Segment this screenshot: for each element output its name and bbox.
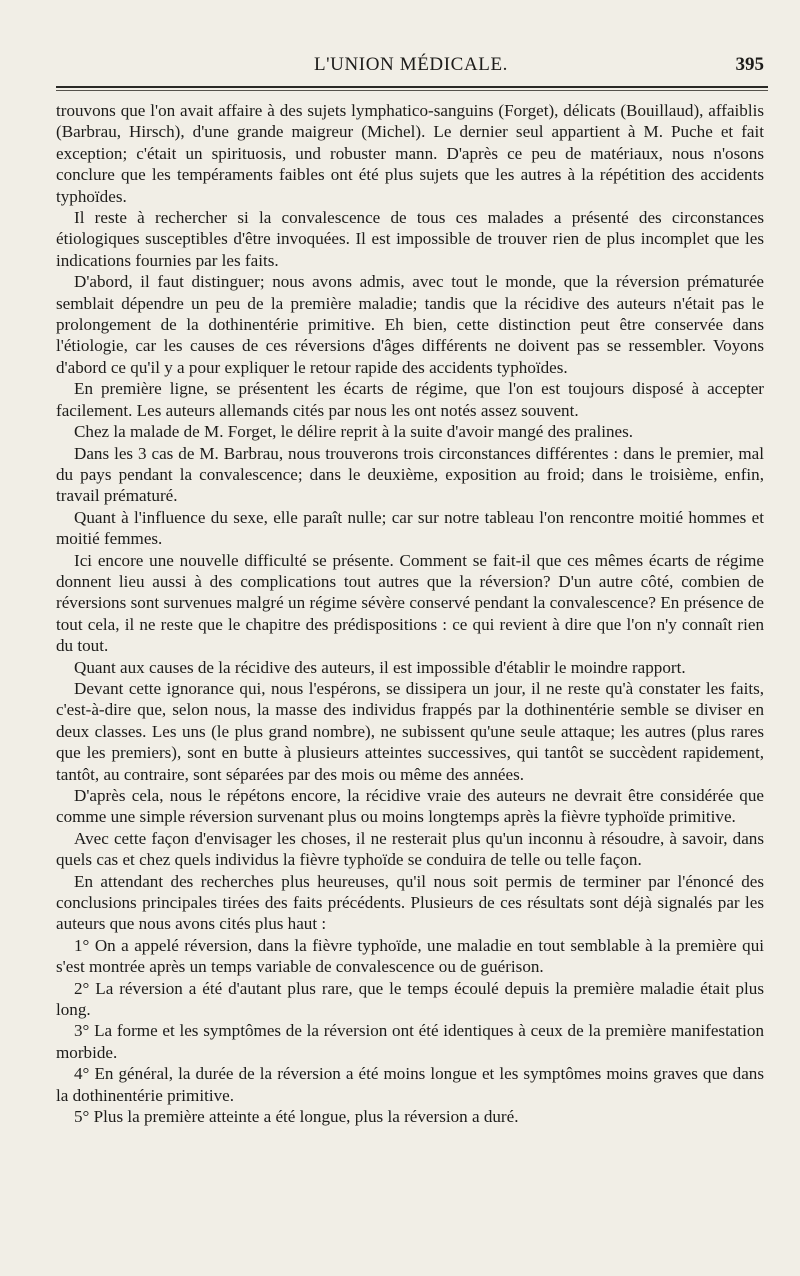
conclusion-item: 3° La forme et les symptômes de la réversion ont été identiques à ceux de la première manifestation morbide. (56, 1021, 764, 1062)
conclusion-item: 1° On a appelé réversion, dans la fièvre typhoïde, une maladie en tout semblable à la première qui s'est montrée après un temps variable de convalescence ou de guérison. (56, 935, 764, 977)
paragraph: D'après cela, nous le répétons encore, la récidive vraie des auteurs ne devrait être considérée que comme une simple réversion survenant plus ou moins longtemps après la fièvre typhoïde primitive. (56, 786, 764, 827)
header-rule (56, 86, 768, 88)
paragraph: En attendant des recherches plus heureuses, qu'il nous soit permis de terminer par l'énoncé des conclusions principales tirées des faits précédents. Plusieurs de ces résultats sont déjà signalés par les auteurs que nous avons cités plus haut : (56, 871, 764, 934)
page-number: 395 (735, 54, 764, 75)
paragraph: Chez la malade de M. Forget, le délire reprit à la suite d'avoir mangé des pralines. (74, 422, 634, 442)
paragraph: Quant à l'influence du sexe, elle paraît nulle; car sur notre tableau l'on rencontre moitié hommes et moitié femmes. (56, 507, 764, 549)
paragraph: Il reste à rechercher si la convalescence de tous ces malades a présenté des circonstances étiologiques susceptibles d'être invoquées. Il est impossible de trouver rien de plus incomplet que les indications fournies par les faits. (56, 208, 764, 270)
paragraph: En première ligne, se présentent les écarts de régime, que l'on est toujours disposé à accepter facilement. Les auteurs allemands cités par nous les ont notés assez souvent. (56, 379, 764, 420)
paragraph: trouvons que l'on avait affaire à des sujets lymphatico-sanguins (Forget), délicats (Bouillaud), affaiblis (Barbrau, Hirsch), d'une grande maigreur (Michel). Le dernier seul appartient à M. Puche et fait exception; c'était un spirituosis, und robuster mann. D'après ce peu de matériaux, nous n'osons conclure que les tempéraments faibles ont été plus sujets que les autres à la répétition des accidents typhoïdes. (56, 101, 764, 206)
paragraph: Devant cette ignorance qui, nous l'espérons, se dissipera un jour, il ne reste qu'à constater les faits, c'est-à-dire que, selon nous, la masse des individus frappés par la dothinentérie semble se diviser en deux classes. Les uns (le plus grand nombre), ne subissent qu'une seule attaque; les autres (plus rares que les premiers), sont en butte à plusieurs atteintes successives, qui tantôt se succèdent rapidement, tantôt, au contraire, sont séparées par des mois ou même des années. (56, 678, 764, 784)
running-head (58, 52, 764, 78)
conclusion-item: 4° En général, la durée de la réversion a été moins longue et les symptômes moins graves que dans la dothinentérie primitive. (56, 1064, 764, 1105)
header-rule-thin (56, 90, 768, 91)
running-title: L'UNION MÉDICALE. (313, 54, 509, 75)
paragraph: Dans les 3 cas de M. Barbrau, nous trouverons trois circonstances différentes : dans le premier, mal du pays pendant la convalescence; dans le deuxième, exposition au froid; dans le troisième, enfin, travail prématuré. (56, 443, 764, 506)
conclusion-item: 5° Plus la première atteinte a été longue, plus la réversion a duré. (74, 1107, 519, 1127)
body-text (56, 100, 764, 1128)
paragraph: Quant aux causes de la récidive des auteurs, il est impossible d'établir le moindre rapport. (74, 657, 686, 677)
paragraph: D'abord, il faut distinguer; nous avons admis, avec tout le monde, que la réversion prématurée semblait dépendre un peu de la première maladie; tandis que la récidive des auteurs n'était pas le prolongement de la dothinentérie primitive. Eh bien, cette distinction peut être conservée dans l'étiologie, car les causes de ces réversions d'âges différents ne doivent pas se ressembler. Voyons d'abord ce qu'il y a pour expliquer le retour rapide des accidents typhoïdes. (56, 272, 764, 377)
paragraph: Ici encore une nouvelle difficulté se présente. Comment se fait-il que ces mêmes écarts de régime donnent lieu aussi à des complications tout autres que la réversion? D'un autre côté, combien de réversions sont survenues malgré un régime sévère conservé pendant la convalescence? En présence de tout cela, il ne reste que le chapitre des prédispositions : ce qui revient à dire que l'on n'y connaît rien du tout. (56, 550, 764, 656)
paragraph: Avec cette façon d'envisager les choses, il ne resterait plus qu'un inconnu à résoudre, à savoir, dans quels cas et chez quels individus la fièvre typhoïde se conduira de telle ou telle façon. (56, 828, 764, 870)
conclusion-item: 2° La réversion a été d'autant plus rare, que le temps écoulé depuis la première maladie était plus long. (56, 978, 764, 1020)
